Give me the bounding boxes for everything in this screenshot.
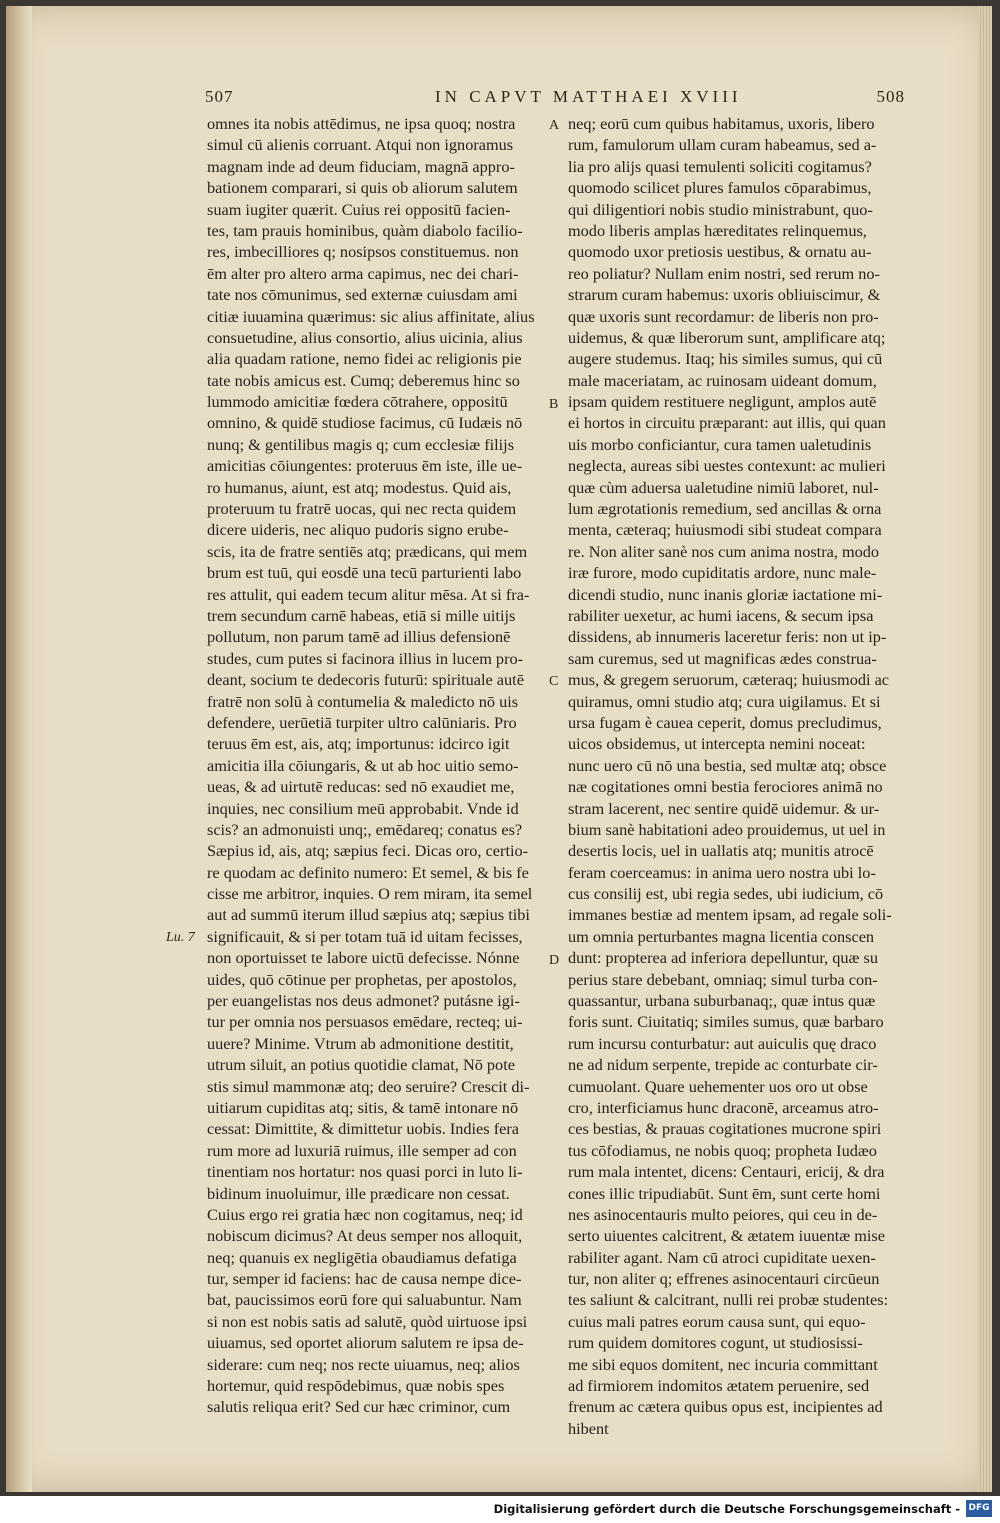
dfg-logo-icon: DFG — [966, 1500, 992, 1517]
text-line: cisse me arbitror, inquies. O rem miram, ita semel — [207, 884, 533, 904]
text-line: amicitias cōiungentes: proteruus ēm iste, ille ue- — [207, 456, 523, 476]
text-line: lum ægrotationis remedium, sed ancillas & orna — [568, 499, 882, 519]
text-line: neglecta, aureas sibi uestes contexunt: ac mulieri — [568, 456, 886, 476]
text-line: utrum siluit, an potius quotidie clamat, Nō pote — [207, 1055, 515, 1075]
text-line: tate nos cōmunimus, sed externæ cuiusdam ami — [207, 285, 518, 305]
page-edges — [978, 6, 992, 1492]
text-line: ne ad nidum serpente, trepide ac conturbate cir- — [568, 1055, 878, 1075]
text-line: quomodo scilicet plures famulos cōparabimus, — [568, 178, 872, 198]
text-line: uiuamus, sed oportet aliorum salutem re ipsa de- — [207, 1333, 524, 1353]
text-line: defendere, uerūetiā turpiter ultro calūniaris. Pro — [207, 712, 517, 732]
text-line: rabiliter agant. Nam cū atroci cupiditate uexen- — [568, 1247, 876, 1267]
text-line: alia quadam ratione, nemo fidei ac religionis pie — [207, 349, 522, 369]
text-line: res, imbecilliores q; nosipsos constituemus. non — [207, 242, 519, 262]
text-line: teruus ēm est, ais, atq; importunus: idcirco igit — [207, 734, 510, 754]
text-line: quæ uxoris sunt recordamur: de liberis non pro- — [568, 306, 879, 326]
text-line: neq; eorū cum quibus habitamus, uxoris, libero — [568, 114, 875, 133]
text-line: serto uiuentes calcitrent, & ætatem iuuentæ mise — [568, 1226, 885, 1246]
text-line: ipsam quidem restituere negligunt, amplos autē — [568, 392, 877, 412]
text-line: scis, ita de fratre sentiēs atq; prædicans, qui mem — [207, 541, 528, 561]
text-line: scis? an admonuisti unq;, emēdareq; conatus es? — [207, 819, 523, 839]
text-line: frenum ac cætera quibus opus est, incipientes ad — [568, 1397, 883, 1417]
text-line: menta, cæteraq; huiusmodi sibi studeat compara — [568, 520, 882, 540]
text-line: salutis reliqua erit? Sed cur hæc criminor, cum — [207, 1397, 511, 1417]
text-line: tes, tam prauis hominibus, quàm diabolo facilio- — [207, 220, 523, 240]
text-line: foris sunt. Ciuitatiq; similes sumus, quæ barbaro — [568, 1012, 884, 1032]
text-line: inquies, nec consilium meū approbabit. Vnde id — [207, 798, 519, 818]
text-line: lummodo amicitiæ fœdera cōtrahere, oppositū — [207, 392, 508, 412]
text-line: uuere? Minime. Vtrum ab admonitione destitit, — [207, 1033, 514, 1053]
text-line: consuetudine, alius consortio, alius uicinia, alius — [207, 327, 523, 347]
text-line: cones illic tripudiabūt. Sunt ēm, sunt certe homi — [568, 1183, 881, 1203]
text-line: trem secundum carnē habeas, etiā si mille uitijs — [207, 605, 516, 625]
text-line: me sibi equos domitent, nec incuria committant — [568, 1354, 878, 1374]
page-gutter — [6, 6, 32, 1492]
running-head-title: IN CAPVT MATTHAEI XVIII — [435, 87, 742, 106]
text-line: uitiarum cupiditas atq; sitis, & tamē intonare nō — [207, 1097, 519, 1117]
text-line: uidemus, & quæ liberorum sunt, amplificare atq; — [568, 327, 886, 347]
text-line: cessat: Dimittite, & dimittetur uobis. Indies fera — [207, 1119, 519, 1139]
text-line: ei hortos in circuitu præparant: aut illis, qui quan — [568, 413, 886, 433]
text-line: feram coerceamus: in anima uero nostra ubi lo- — [568, 862, 876, 882]
text-line: magnam inde ad deum fiduciam, magnā appro- — [207, 156, 515, 176]
text-line: omnes ita nobis attēdimus, ne ipsa quoq; nostra — [207, 114, 516, 133]
text-line: nes asinocentauris multo peiores, qui ceu in de- — [568, 1204, 878, 1224]
text-line: tinentiam nos hortatur: nos quasi porci in luto li- — [207, 1162, 523, 1182]
text-line: tur, semper id faciens: hac de causa nempe dice- — [207, 1269, 522, 1289]
text-line: rum more ad luxuriā ruimus, ille semper ad con — [207, 1140, 517, 1160]
text-line: bidinum inuoluimur, ille prædicare non cessat. — [207, 1183, 510, 1203]
text-line: res attulit, qui eadem tecum alitur mēsa. At si fra- — [207, 584, 530, 604]
text-line: non oportuisset te labore uictū defecisse. Nónne — [207, 948, 520, 968]
marginal-note: Lu. 7 — [166, 930, 195, 945]
text-line: immanes bestiæ ad mentem ipsam, ad regale soli- — [568, 905, 892, 925]
text-line: dicendi studio, nunc inanis gloriæ iactatione mi- — [568, 584, 883, 604]
text-line: perius stare debebant, omniaq; simul turba con- — [568, 969, 878, 989]
text-line: strarum curam habemus: uxoris obliuiscimur, & — [568, 285, 881, 305]
text-line: ro humanus, aiunt, est atq; modestus. Quid ais, — [207, 477, 512, 497]
text-line: bationem comparari, si quis ob aliorum salutem — [207, 178, 518, 198]
text-line: tur per omnia nos persuasos emēdare, recteq; ui- — [207, 1012, 523, 1032]
text-line: tur, non aliter q; effrenes asinocentauri circūeun — [568, 1269, 880, 1289]
text-line: male maceriatam, ac ruinosam uideant domum, — [568, 370, 877, 390]
text-line: cro, interficiamus hunc draconē, arceamus atro- — [568, 1097, 879, 1117]
text-line: ces bestias, & prauas cogitationes mucrone spiri — [568, 1119, 882, 1139]
text-line: omnino, & quidē studiose facimus, cū Iudæis nō — [207, 413, 523, 433]
text-line: quassantur, urbana suburbanaq;, quæ intus quæ — [568, 991, 876, 1011]
text-line: ēm alter pro altero arma capimus, nec dei chari- — [207, 263, 519, 283]
text-line: tus cōfodiamus, ne nobis quoq; propheta Iudæo — [568, 1140, 877, 1160]
section-marker-b: B — [549, 397, 560, 412]
text-line: mus, & gregem seruorum, cæteraq; huiusmodi ac — [568, 670, 890, 690]
text-line: sam curemus, sed ut magnificas ædes construa- — [568, 648, 877, 668]
text-line: uis morbo conficiantur, cura tamen ualetudinis — [568, 434, 872, 454]
funding-notice: Digitalisierung gefördert durch die Deutsche Forschungsgemeinschaft - — [493, 1502, 960, 1516]
text-line: tate nobis amicus est. Cumq; deberemus hinc so — [207, 370, 520, 390]
text-line: citiæ iuuamina quærimus: sic alius affinitate, alius — [207, 306, 535, 326]
text-line: dissidens, ab innumeris laceretur feris: non ut ip- — [568, 627, 887, 647]
text-line: ursa fugam è cauea ceperit, domus precludimus, — [568, 712, 882, 732]
text-line: hibent — [568, 1418, 609, 1438]
text-line: per euangelistas nos deus admonet? putásne igi- — [207, 991, 520, 1011]
text-line: pollutum, non parum tamē ad illius defensionē — [207, 627, 511, 647]
section-marker-a: A — [549, 118, 561, 133]
text-line: hortemur, quid respōdebimus, quæ nobis spes — [207, 1376, 505, 1396]
text-line: næ cogitationes omni bestia ferociores animā no — [568, 777, 883, 797]
text-line: cumuolant. Quare uehementer uos oro ut obse — [568, 1076, 868, 1096]
folio-left: 507 — [205, 87, 234, 106]
text-line: deant, socium te dedecoris futurū: spirituale autē — [207, 670, 524, 690]
text-line: um omnia perturbantes magna licentia conscen — [568, 926, 875, 946]
text-line: bat, paucissimos eorū fore qui saluabuntur. Nam — [207, 1290, 522, 1310]
text-line: re. Non aliter sanè nos cum anima nostra, modo — [568, 541, 880, 561]
text-line: rum, famulorum ullam curam habeamus, sed a- — [568, 135, 877, 155]
text-line: stis simul mammonæ atq; deo seruire? Crescit di- — [207, 1076, 530, 1096]
text-line: iræ furore, modo cupiditatis ardore, nunc male- — [568, 563, 877, 583]
text-line: fratrē non solū à contumelia & maledicto nō uis — [207, 691, 519, 711]
text-line: re quodam ac definito numero: Et semel, & bis fe — [207, 862, 529, 882]
left-text-column — [207, 113, 545, 1418]
text-line: simul cū alienis corruant. Atqui non ignoramus — [207, 135, 514, 155]
text-line: nobiscum dicimus? At deus semper nos alloquit, — [207, 1226, 523, 1246]
right-text-column — [568, 113, 910, 1439]
footer-bar — [0, 1496, 1000, 1523]
text-line: ueas, & ad uirtutē reducas: sed nō exaudiet me, — [207, 777, 515, 797]
text-line: quiramus, omni studio atq; cura uigilamus. Et si — [568, 691, 881, 711]
text-line: nunq; & gentilibus magis q; cum ecclesiæ filijs — [207, 434, 515, 454]
text-line: uides, quō cōtinue per prophetas, per apostolos, — [207, 969, 517, 989]
text-line: studes, cum putes si facinora illius in lucem pro- — [207, 648, 524, 668]
text-line: stram lacerent, nec sentire quidē uidemur. & ur- — [568, 798, 880, 818]
text-line: ad firmiorem indomitos ætatem peruenire, sed — [568, 1376, 870, 1396]
text-line: nunc uero cū nō una bestia, sed multæ atq; obsce — [568, 755, 887, 775]
text-line: rabiliter uexetur, ac humi iacens, & secum ipsa — [568, 605, 874, 625]
text-line: dicere uideris, nec aliquo pudoris signo erube- — [207, 520, 509, 540]
text-line: si non est nobis satis ad salutē, quòd uirtuose ipsi — [207, 1311, 528, 1331]
text-line: proteruum tu fratrē uocas, qui nec recta quidem — [207, 499, 517, 519]
text-line: rum quidem domitores cogunt, ut studiosissi- — [568, 1333, 863, 1353]
text-line: quomodo uxor pretiosis uestibus, & ornatu au- — [568, 242, 872, 262]
running-head — [205, 87, 905, 113]
text-line: brum est tuū, qui eosdē una tecū parturienti labo — [207, 563, 522, 583]
text-line: tes saliunt & calcitrant, nulli rei probæ studentes: — [568, 1290, 889, 1310]
text-line: Sæpius id, ais, atq; sæpius feci. Dicas oro, certio- — [207, 841, 529, 861]
text-line: cuius mali patres eorum causa sunt, qui equo- — [568, 1311, 866, 1331]
text-line: qui diligentiori nobis studio ministrabunt, quo- — [568, 199, 873, 219]
text-line: modo liberis amplas hæreditates relinquemus, — [568, 220, 867, 240]
text-line: bium sanè habitationi adeo prouidemus, ut uel in — [568, 819, 886, 839]
text-line: reo poliatur? Nullam enim nostri, sed rerum no- — [568, 263, 880, 283]
text-line: rum incursu conturbatur: aut auiculis quę draco — [568, 1033, 877, 1053]
text-line: desertis locis, uel in uallatis atq; munitis atrocē — [568, 841, 874, 861]
text-line: amicitia illa cōiungaris, & ut ab hoc uitio semo- — [207, 755, 519, 775]
text-line: aut ad summū iterum illud sæpius atq; sæpius tibi — [207, 905, 530, 925]
folio-right: 508 — [876, 87, 905, 106]
text-line: cus consilij est, ubi regia sedes, ubi iudicium, cō — [568, 884, 884, 904]
text-line: suam iugiter quærit. Cuius rei oppositū facien- — [207, 199, 511, 219]
text-line: augere studemus. Itaq; his similes sumus, qui cū — [568, 349, 883, 369]
text-line: dunt: propterea ad inferiora depelluntur, quæ su — [568, 948, 878, 968]
text-line: uicos obsidemus, ut intercepta nemini noceat: — [568, 734, 866, 754]
text-line: quæ cùm aduersa ualetudine nimiū laboret, nul- — [568, 477, 879, 497]
text-line: rum mala intentet, dicens: Centauri, ericij, & dra — [568, 1162, 885, 1182]
section-marker-c: C — [549, 674, 560, 689]
text-line: neq; quanuis ex negligētia obaudiamus defatiga — [207, 1247, 517, 1267]
text-line: Cuius ergo rei gratia hæc non cogitamus, neq; id — [207, 1204, 523, 1224]
text-line: significauit, & si per totam tuā id uitam fecisses, — [207, 926, 523, 946]
text-line: lia pro alijs quasi temulenti soliciti cogitamus? — [568, 156, 872, 176]
section-marker-d: D — [549, 953, 561, 968]
text-line: siderare: cum neq; nos recte uiuamus, neq; alios — [207, 1354, 520, 1374]
